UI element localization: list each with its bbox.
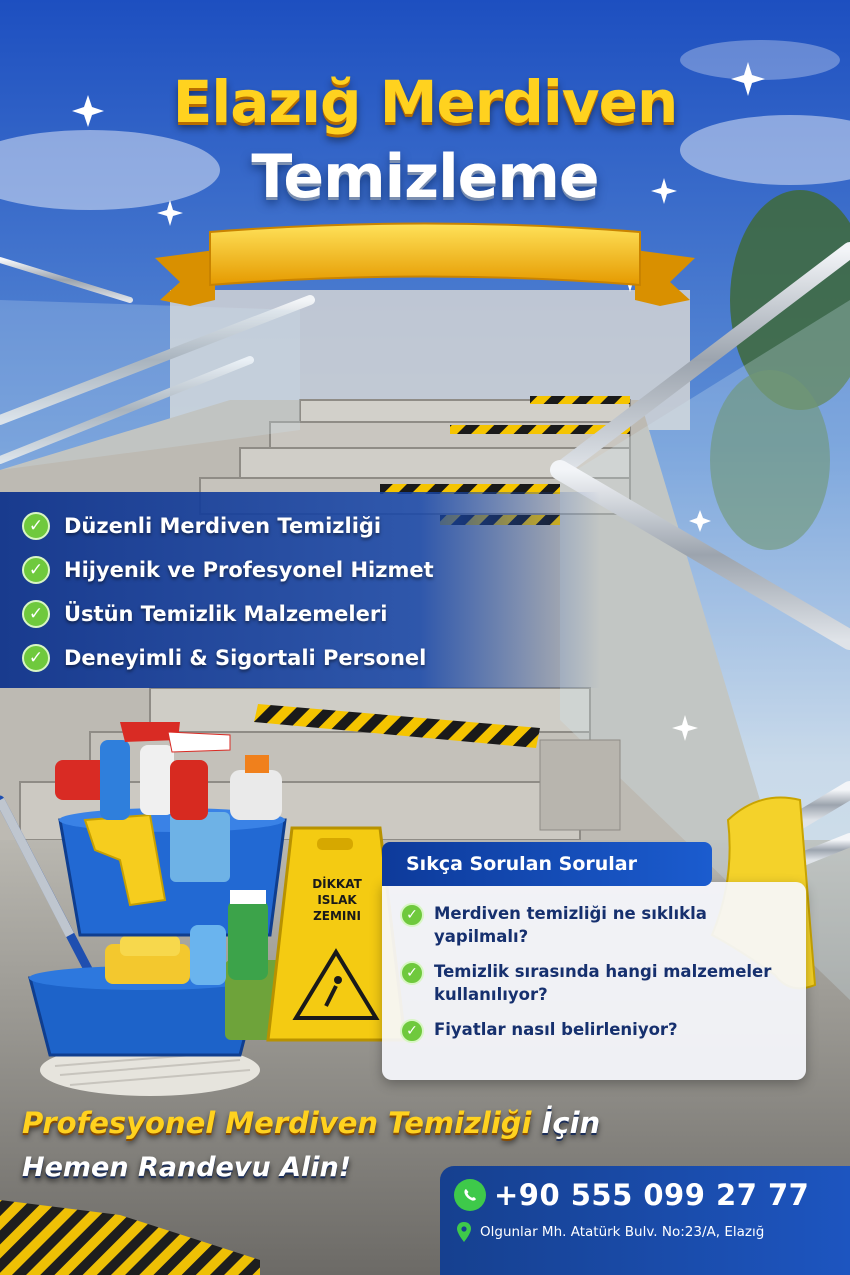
sign-line-2: ISLAK — [317, 893, 357, 907]
checkmark-icon: ✓ — [22, 556, 50, 584]
checkmark-icon: ✓ — [22, 512, 50, 540]
contact-box — [440, 1166, 850, 1275]
feature-item — [22, 548, 600, 592]
whatsapp-icon — [454, 1179, 486, 1211]
wet-floor-sign-text — [296, 876, 378, 924]
sign-line-3: ZEMINI — [313, 909, 361, 923]
feature-item — [22, 592, 600, 636]
address-row — [456, 1222, 764, 1242]
feature-label: Üstün Temizlik Malzemeleri — [64, 602, 388, 626]
feature-label: Düzenli Merdiven Temizliği — [64, 514, 382, 538]
feature-item — [22, 636, 600, 680]
checkmark-icon: ✓ — [400, 961, 424, 985]
checkmark-icon: ✓ — [22, 644, 50, 672]
cta-line-1-main: Profesyonel Merdiven Temizliği — [22, 1106, 532, 1140]
faq-question: Fiyatlar nasıl belirleniyor? — [434, 1020, 678, 1039]
faq-item — [400, 902, 806, 948]
phone-number[interactable]: +90 555 099 27 77 — [494, 1178, 810, 1212]
feature-label: Hijyenik ve Profesyonel Hizmet — [64, 558, 434, 582]
features-list — [0, 492, 600, 688]
faq-heading: Sıkça Sorulan Sorular — [382, 842, 712, 886]
faq-item — [400, 1018, 806, 1043]
cta-line-2: Hemen Randevu Alin! — [22, 1152, 352, 1183]
title-line-1: Elazığ Merdiven — [172, 68, 678, 136]
sign-line-1: DİKKAT — [312, 877, 362, 891]
faq-question: Temizlik sırasında hangi malzemeler kullanılıyor? — [434, 962, 772, 1004]
location-pin-icon — [456, 1222, 472, 1242]
address: Olgunlar Mh. Atatürk Bulv. No:23/A, Elazığ — [480, 1224, 765, 1240]
checkmark-icon: ✓ — [400, 1019, 424, 1043]
phone-row[interactable] — [454, 1178, 809, 1212]
checkmark-icon: ✓ — [22, 600, 50, 628]
cta-line-1-end: İçin — [541, 1106, 601, 1140]
faq-panel — [382, 842, 806, 1080]
faq-item — [400, 960, 806, 1006]
feature-label: Deneyimli & Sigortali Personel — [64, 646, 427, 670]
feature-item — [22, 504, 600, 548]
title-line-2: Temizleme — [251, 142, 599, 212]
cta-line-1 — [22, 1106, 600, 1140]
faq-body — [382, 882, 806, 1080]
faq-question: Merdiven temizliği ne sıklıkla yapilmalı? — [434, 904, 707, 946]
checkmark-icon: ✓ — [400, 903, 424, 927]
